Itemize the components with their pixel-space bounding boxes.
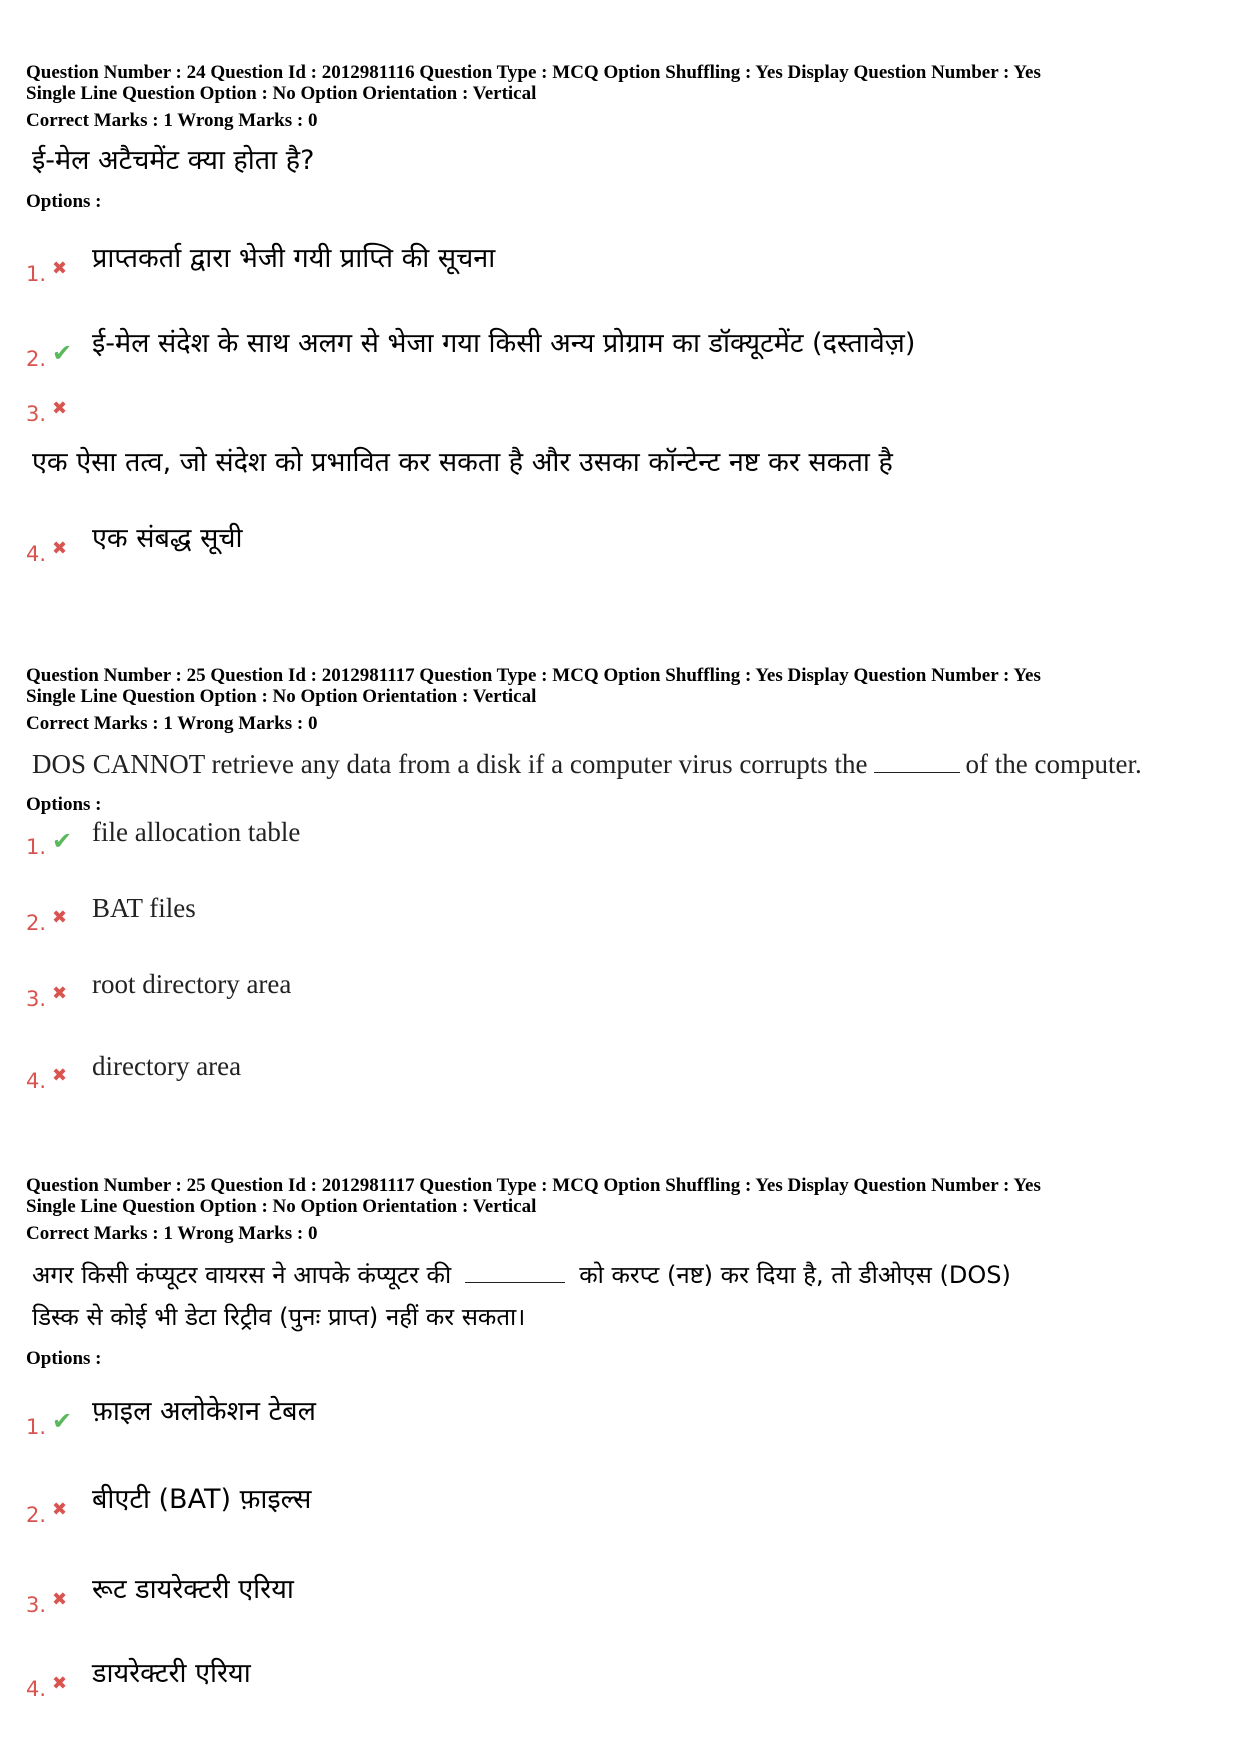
option-number: 2. xyxy=(26,911,47,935)
question-text-before-blank: अगर किसी कंप्यूटर वायरस ने आपके कंप्यूटर की xyxy=(32,1261,452,1289)
option-text: प्राप्तकर्ता द्वारा भेजी गयी प्राप्ति की सूचना xyxy=(92,243,496,274)
question-meta-line-2: Single Line Question Option : No Option Orientation : Vertical xyxy=(26,686,537,707)
options-label: Options : xyxy=(26,794,102,815)
option-item xyxy=(26,893,1216,933)
option-text: एक ऐसा तत्व, जो संदेश को प्रभावित कर सकता है और उसका कॉन्टेन्ट नष्ट कर सकता है xyxy=(32,447,893,478)
option-item xyxy=(26,1051,1216,1091)
option-item xyxy=(26,1563,1216,1617)
option-number: 2. xyxy=(26,347,47,371)
option-number: 1. xyxy=(26,835,47,859)
option-item xyxy=(26,1385,1216,1439)
option-item xyxy=(26,969,1216,1009)
options-label: Options : xyxy=(26,191,102,212)
option-number: 4. xyxy=(26,1069,47,1093)
option-number: 4. xyxy=(26,1677,47,1701)
option-item xyxy=(26,1647,1216,1701)
option-item xyxy=(26,817,1216,857)
check-icon: ✔ xyxy=(52,827,73,855)
question-marks: Correct Marks : 1 Wrong Marks : 0 xyxy=(26,110,318,131)
question-text-before-blank: DOS CANNOT retrieve any data from a disk if a computer virus corrupts the xyxy=(32,749,868,779)
question-block-24 xyxy=(26,62,1216,602)
question-block-25-en xyxy=(26,665,1216,1125)
question-meta-line-1: Question Number : 25 Question Id : 2012981117 Question Type : MCQ Option Shuffling : Yes Display Question Number : Yes xyxy=(26,1175,1041,1196)
question-text-after-blank: को करप्ट (नष्ट) कर दिया है, तो डीओएस (DOS) xyxy=(579,1261,1011,1289)
cross-icon: ✖ xyxy=(52,398,68,419)
cross-icon: ✖ xyxy=(52,907,68,928)
question-meta-line-2: Single Line Question Option : No Option Orientation : Vertical xyxy=(26,83,537,104)
question-text-line-2: डिस्क से कोई भी डेटा रिट्रीव (पुनः प्राप्त) नहीं कर सकता। xyxy=(32,1303,526,1331)
check-icon: ✔ xyxy=(52,339,73,367)
option-number: 4. xyxy=(26,542,47,566)
option-item xyxy=(26,512,1216,566)
option-item xyxy=(26,1473,1216,1527)
option-number: 3. xyxy=(26,402,47,426)
cross-icon: ✖ xyxy=(52,983,68,1004)
answer-blank xyxy=(465,1262,565,1283)
cross-icon: ✖ xyxy=(52,258,68,279)
cross-icon: ✖ xyxy=(52,1065,68,1086)
question-text-after-blank: of the computer. xyxy=(965,749,1142,779)
answer-blank xyxy=(874,752,960,773)
question-marks: Correct Marks : 1 Wrong Marks : 0 xyxy=(26,713,318,734)
option-text: बीएटी (BAT) फ़ाइल्स xyxy=(92,1484,312,1515)
option-text: रूट डायरेक्टरी एरिया xyxy=(92,1574,294,1605)
question-meta-line-1: Question Number : 25 Question Id : 2012981117 Question Type : MCQ Option Shuffling : Yes Display Question Number : Yes xyxy=(26,665,1041,686)
option-number: 2. xyxy=(26,1503,47,1527)
question-meta-line-2: Single Line Question Option : No Option Orientation : Vertical xyxy=(26,1196,537,1217)
option-text: directory area xyxy=(92,1051,242,1081)
option-number: 1. xyxy=(26,1415,47,1439)
cross-icon: ✖ xyxy=(52,538,68,559)
cross-icon: ✖ xyxy=(52,1589,68,1610)
option-number: 3. xyxy=(26,987,47,1011)
question-text xyxy=(32,744,1216,784)
option-text: ई-मेल संदेश के साथ अलग से भेजा गया किसी अन्य प्रोग्राम का डॉक्यूटमेंट (दस्तावेज़) xyxy=(92,328,916,359)
question-block-25-hi xyxy=(26,1175,1216,1735)
option-text: फ़ाइल अलोकेशन टेबल xyxy=(92,1396,316,1427)
option-item xyxy=(26,232,1216,286)
question-text xyxy=(32,1254,1216,1338)
cross-icon: ✖ xyxy=(52,1673,68,1694)
question-text: ई-मेल अटैचमेंट क्या होता है? xyxy=(32,145,315,176)
option-text: BAT files xyxy=(92,893,196,923)
option-text: root directory area xyxy=(92,969,292,999)
option-number: 1. xyxy=(26,262,47,286)
check-icon: ✔ xyxy=(52,1407,73,1435)
option-text: file allocation table xyxy=(92,817,301,847)
option-text: डायरेक्टरी एरिया xyxy=(92,1658,251,1689)
option-text: एक संबद्ध सूची xyxy=(92,523,243,554)
question-marks: Correct Marks : 1 Wrong Marks : 0 xyxy=(26,1223,318,1244)
option-item xyxy=(26,398,1216,482)
question-meta-line-1: Question Number : 24 Question Id : 2012981116 Question Type : MCQ Option Shuffling : Yes Display Question Number : Yes xyxy=(26,62,1041,83)
options-label: Options : xyxy=(26,1348,102,1369)
option-number: 3. xyxy=(26,1593,47,1617)
cross-icon: ✖ xyxy=(52,1499,68,1520)
option-item xyxy=(26,317,1216,371)
